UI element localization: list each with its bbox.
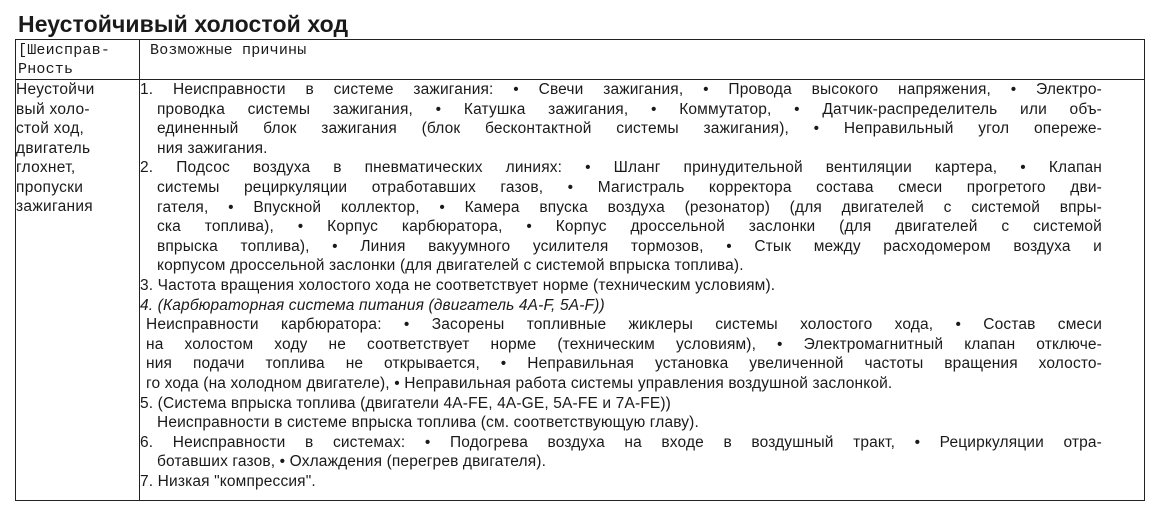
symptom-line: пропуски [16,178,84,196]
cause-line: на холостом ходу не соответствует норме (техническим условиям), • Электромагнитный клапан отключе- [146,335,1102,353]
causes-cell [140,80,1145,501]
cause-line: Неисправности карбюратора: • Засорены топливные жиклеры системы холостого хода, • Состав смеси [146,316,1102,334]
cause-line: 7. Низкая "компрессия". [140,472,316,490]
cause-line: 2. Подсос воздуха в пневматических линиях: • Шланг принудительной вентиляции картера, • Клапан [140,159,1102,177]
cause-line: впрыска топлива), • Линия вакуумного усилителя тормозов, • Стык между расходомером воздуха и [157,237,1102,255]
page-title: Неустойчивый холостой ход [18,11,349,37]
header-malfunction [16,40,140,80]
cause-line: системы рециркуляции отработавших газов, • Магистраль корректора состава смеси прогретого дви- [157,178,1102,196]
cause-line: 3. Частота вращения холостого хода не соответствует норме (техническим условиям). [140,276,776,294]
cause-item-2 [140,158,1144,276]
cause-line: ния зажигания. [157,139,268,157]
header-causes-label: Возможные причины [150,42,307,59]
cause-line: 1. Неисправности в системе зажигания: • Свечи зажигания, • Провода высокого напряжения, • Электро- [140,81,1102,98]
table-row [16,80,1145,501]
header-malfunction-line: Рность [18,61,74,78]
cause-line: гателя, • Впускной коллектор, • Камера впуска воздуха (резонатор) (для двигателей с системой впры- [157,198,1102,216]
cause-line: ния подачи топлива не открывается, • Неправильная установка увеличенной частоты вращения холосто- [146,355,1102,373]
cause-line: ска топлива), • Корпус карбюратора, • Корпус дроссельной заслонки (для двигателей с системой [157,218,1102,236]
cause-line: единенный блок зажигания (блок бесконтактной системы зажигания), • Неправильный угол опереже- [157,120,1102,138]
troubleshooting-table [15,39,1145,501]
cause-title-line: 5. (Система впрыска топлива (двигатели 4A-FE, 4A-GE, 5A-FE и 7A-FE)) [140,394,671,412]
cause-line: корпусом дроссельной заслонки (для двигателей с системой впрыска топлива). [157,257,744,275]
header-possible-causes [140,40,1145,80]
cause-line: проводка системы зажигания, • Катушка зажигания, • Коммутатор, • Датчик-распределитель или объ- [157,100,1102,118]
cause-item-5 [140,394,1144,433]
symptom-line: вый холо- [16,100,90,118]
cause-line: Неисправности в системе впрыска топлива (см. соответствующую главу). [157,414,699,432]
cause-item-4 [140,296,1144,394]
cause-line: 6. Неисправности в системах: • Подогрева воздуха на входе в воздушный тракт, • Рециркуляции отра- [140,433,1102,451]
symptom-line: двигатель [16,139,91,157]
cause-line: ботавших газов, • Охлаждения (перегрев двигателя). [157,453,547,471]
cause-item-1 [140,80,1144,158]
symptom-line: глохнет, [16,159,76,176]
symptom-cell [16,80,140,501]
symptom-line: зажигания [16,198,93,215]
symptom-line: стой ход, [16,120,85,137]
cause-item-6 [140,433,1144,472]
symptom-line: Неустойчи [16,81,95,98]
cause-item-3 [140,276,1144,296]
table-header-row [16,40,1145,80]
header-malfunction-line: [Шеисправ- [18,42,111,59]
cause-item-7 [140,472,1144,492]
cause-title-line: 4. (Карбюраторная система питания (двигатель 4A-F, 5A-F)) [140,296,605,314]
cause-line: го хода (на холодном двигателе), • Неправильная работа системы управления воздушной заслонкой. [146,374,893,392]
